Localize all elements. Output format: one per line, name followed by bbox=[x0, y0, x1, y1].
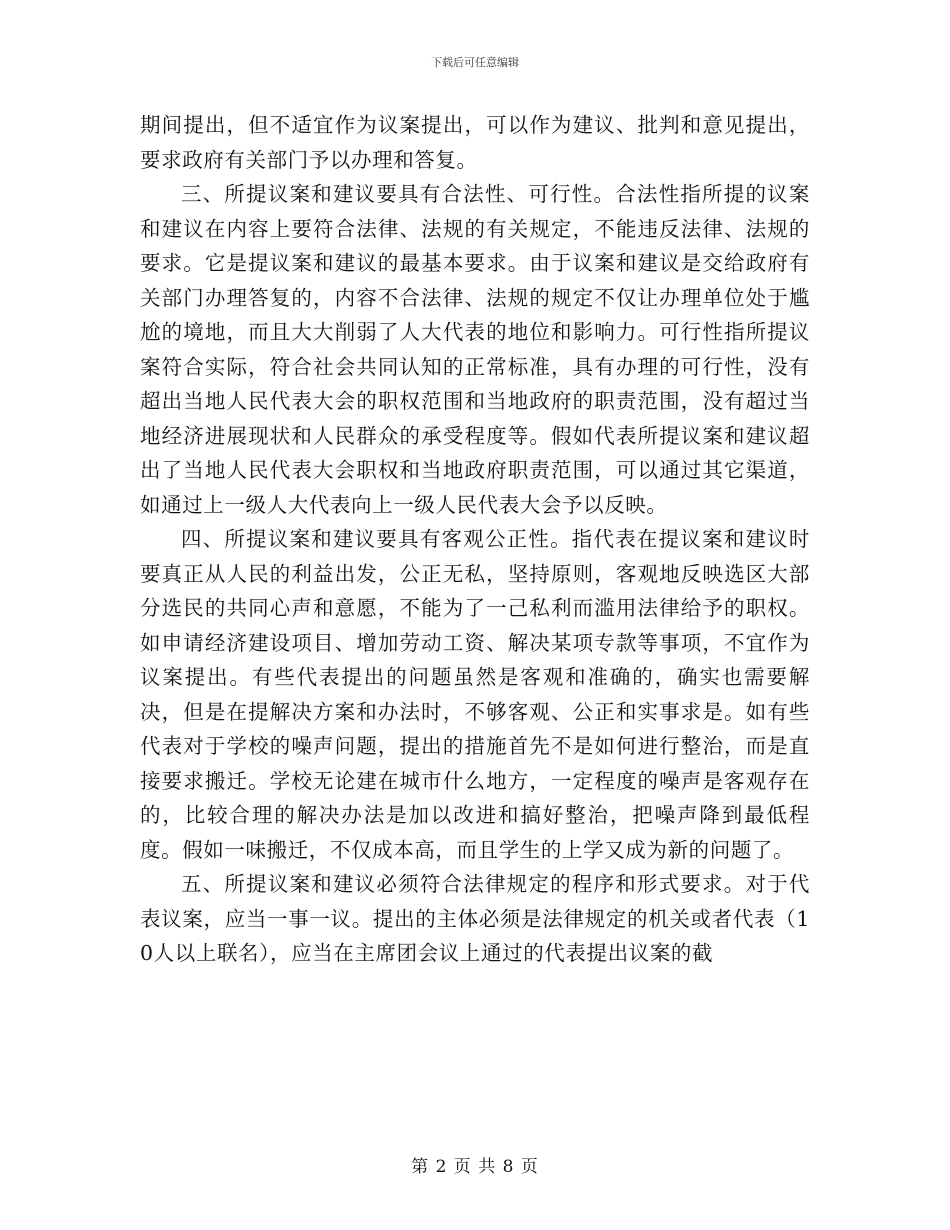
page-header-note: 下载后可任意编辑 bbox=[431, 56, 519, 69]
paragraph-section-five: 五、所提议案和建议必须符合法律规定的程序和形式要求。对于代表议案，应当一事一议。提出的主体必须是法律规定的机关或者代表（10人以上联名），应当在主席团会议上通过的代表提出议案的截 bbox=[140, 872, 810, 965]
page-number-footer: 第 2 页 共 8 页 bbox=[411, 1157, 539, 1177]
paragraph-continuation: 期间提出，但不适宜作为议案提出，可以作为建议、批判和意见提出，要求政府有关部门予以办理和答复。 bbox=[140, 113, 810, 172]
document-body bbox=[140, 108, 810, 971]
paragraph-section-four: 四、所提议案和建议要具有客观公正性。指代表在提议案和建议时要真正从人民的利益出发，公正无私，坚持原则，客观地反映选区大部分选民的共同心声和意愿，不能为了一己私利而滥用法律给予的职权。如申请经济建设项目、增加劳动工资、解决某项专款等事项，不宜作为议案提出。有些代表提出的问题虽然是客观和准确的，确实也需要解决，但是在提解决方案和办法时，不够客观、公正和实事求是。如有些代表对于学校的噪声问题，提出的措施首先不是如何进行整治，而是直接要求搬迁。学校无论建在城市什么地方，一定程度的噪声是客观存在的，比较合理的解决办法是加以改进和搞好整治，把噪声降到最低程度。假如一味搬迁，不仅成本高，而且学生的上学又成为新的问题了。 bbox=[140, 527, 810, 862]
paragraph-section-three: 三、所提议案和建议要具有合法性、可行性。合法性指所提的议案和建议在内容上要符合法律、法规的有关规定，不能违反法律、法规的要求。它是提议案和建议的最基本要求。由于议案和建议是交给政府有关部门办理答复的，内容不合法律、法规的规定不仅让办理单位处于尴尬的境地，而且大大削弱了人大代表的地位和影响力。可行性指所提议案符合实际，符合社会共同认知的正常标准，具有办理的可行性，没有超出当地人民代表大会的职权范围和当地政府的职责范围，没有超过当地经济进展现状和人民群众的承受程度等。假如代表所提议案和建议超出了当地人民代表大会职权和当地政府职责范围，可以通过其它渠道，如通过上一级人大代表向上一级人民代表大会予以反映。 bbox=[140, 182, 810, 517]
